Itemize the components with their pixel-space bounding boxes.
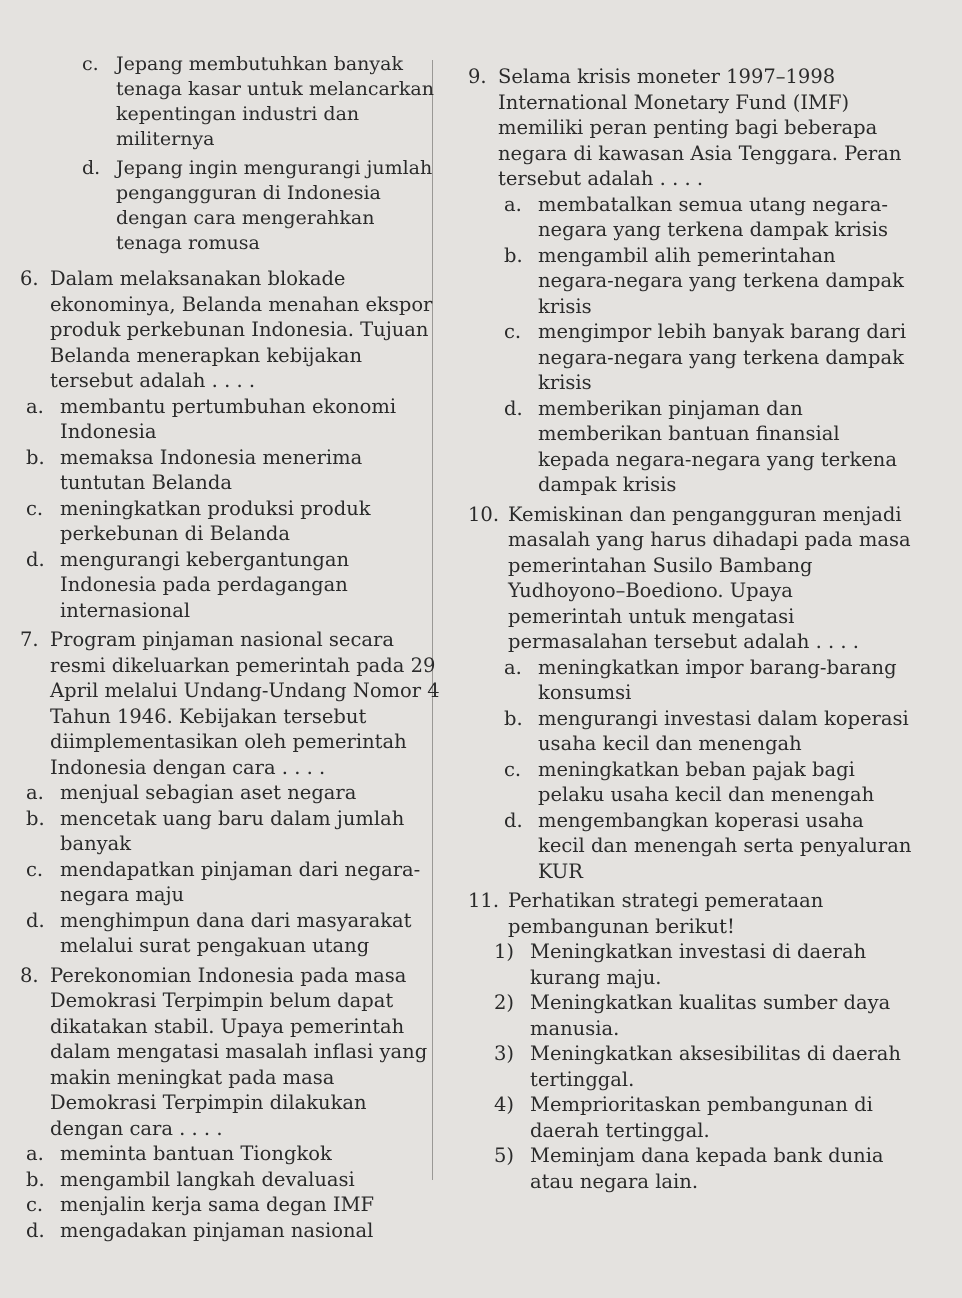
option-c[interactable] — [20, 52, 440, 152]
option-text: mengimpor lebih banyak barang dari negara-negara yang terkena dampak krisis — [538, 320, 907, 394]
option-text: mendapatkan pinjaman dari negara-negara maju — [60, 857, 421, 906]
question-text: Perekonomian Indonesia pada masa Demokrasi Terpimpin belum dapat dikatakan stabil. Upaya pemerintah dalam mengatasi masalah inflasi yang makin meningkat pada masa Demokrasi Terpimpin dilakukan dengan cara . . . . — [50, 963, 428, 1140]
option-d[interactable] — [504, 808, 913, 885]
question-stem — [20, 963, 440, 1142]
statement-text: Meminjam dana kepada bank dunia atau negara lain. — [530, 1144, 884, 1193]
left-column — [20, 52, 440, 1247]
option-letter: c. — [504, 757, 522, 781]
option-text: mencetak uang baru dalam jumlah banyak — [60, 806, 405, 855]
question-text: Perhatikan strategi pemerataan pembangunan berikut! — [508, 889, 824, 938]
option-b[interactable] — [26, 806, 440, 857]
question-6 — [20, 266, 440, 623]
statement-text: Meningkatkan investasi di daerah kurang maju. — [530, 940, 867, 989]
option-a[interactable] — [504, 192, 913, 243]
option-a[interactable] — [504, 655, 913, 706]
option-text: mengurangi kebergantungan Indonesia pada perdagangan internasional — [60, 547, 350, 622]
option-d[interactable] — [26, 1218, 440, 1244]
list-item — [494, 939, 913, 990]
statement-number: 1) — [494, 940, 515, 963]
list-item — [494, 1092, 913, 1143]
option-text: meningkatkan beban pajak bagi pelaku usaha kecil dan menengah — [538, 757, 875, 806]
option-letter: c. — [82, 53, 99, 75]
option-b[interactable] — [504, 706, 913, 757]
answer-options — [468, 655, 913, 885]
question-number: 11. — [468, 889, 500, 912]
option-a[interactable] — [26, 780, 440, 806]
option-letter: d. — [26, 908, 45, 932]
option-letter: c. — [26, 496, 44, 520]
option-c[interactable] — [26, 1192, 440, 1218]
option-letter: b. — [26, 445, 45, 469]
question-text: Program pinjaman nasional secara resmi dikeluarkan pemerintah pada 29 April melalui Undang-Undang Nomor 4 Tahun 1946. Kebijakan tersebut diimplementasikan oleh pemerintah Indonesia dengan cara . . . . — [50, 628, 440, 779]
answer-options — [20, 780, 440, 959]
answer-options — [468, 192, 913, 498]
option-c[interactable] — [504, 319, 913, 396]
option-text: membantu pertumbuhan ekonomi Indonesia — [60, 394, 397, 443]
option-d[interactable] — [26, 908, 440, 959]
option-letter: c. — [504, 320, 522, 343]
option-letter: d. — [82, 157, 101, 179]
option-c[interactable] — [26, 857, 440, 908]
option-text: memberikan pinjaman dan memberikan bantuan finansial kepada negara-negara yang terkena dampak krisis — [538, 396, 897, 496]
option-text: meningkatkan impor barang-barang konsumsi — [538, 655, 897, 704]
option-text: Jepang membutuhkan banyak tenaga kasar untuk melancarkan kepentingan industri dan militernya — [116, 53, 434, 150]
option-b[interactable] — [504, 243, 913, 320]
option-text: membatalkan semua utang negara-negara yang terkena dampak krisis — [538, 192, 889, 241]
question-stem — [20, 627, 440, 780]
list-item — [494, 1041, 913, 1092]
option-text: menjalin kerja sama degan IMF — [60, 1193, 375, 1216]
option-letter: d. — [26, 1218, 45, 1242]
option-d[interactable] — [504, 396, 913, 498]
option-c[interactable] — [26, 496, 440, 547]
question-text: Selama krisis moneter 1997–1998 International Monetary Fund (IMF) memiliki peran penting bagi beberapa negara di kawasan Asia Tenggara. Peran tersebut adalah . . . . — [498, 65, 902, 190]
option-a[interactable] — [26, 1141, 440, 1167]
right-column — [468, 64, 913, 1198]
answer-options — [20, 394, 440, 624]
question-8 — [20, 963, 440, 1244]
option-letter: a. — [504, 192, 522, 216]
answer-options — [20, 1141, 440, 1243]
question-text: Kemiskinan dan pengangguran menjadi masalah yang harus dihadapi pada masa pemerintahan Susilo Bambang Yudhoyono–Boediono. Upaya pemerintah untuk mengatasi permasalahan tersebut adalah . . . . — [508, 502, 911, 653]
option-letter: b. — [26, 1167, 45, 1191]
option-text: mengambil alih pemerintahan negara-negara yang terkena dampak krisis — [538, 243, 904, 318]
option-letter: a. — [26, 781, 44, 804]
option-text: menjual sebagian aset negara — [60, 781, 357, 804]
statement-text: Memprioritaskan pembangunan di daerah tertinggal. — [530, 1093, 873, 1142]
option-letter: a. — [504, 655, 522, 679]
option-letter: b. — [26, 806, 45, 830]
option-text: menghimpun dana dari masyarakat melalui surat pengakuan utang — [60, 908, 412, 957]
option-text: memaksa Indonesia menerima tuntutan Belanda — [60, 445, 363, 494]
question-text: Dalam melaksanakan blokade ekonominya, Belanda menahan ekspor produk perkebunan Indonesia. Tujuan Belanda menerapkan kebijakan tersebut adalah . . . . — [50, 267, 433, 392]
question-10 — [468, 502, 913, 885]
list-item — [494, 1143, 913, 1194]
option-letter: d. — [26, 547, 45, 571]
option-text: mengurangi investasi dalam koperasi usaha kecil dan menengah — [538, 706, 909, 755]
option-letter: d. — [504, 808, 523, 832]
option-letter: b. — [504, 706, 523, 730]
option-a[interactable] — [26, 394, 440, 445]
option-letter: c. — [26, 857, 44, 881]
option-d[interactable] — [20, 156, 440, 256]
question-stem — [468, 888, 913, 939]
question-11 — [468, 888, 913, 1194]
question-number: 10. — [468, 502, 500, 526]
question-number: 6. — [20, 267, 39, 290]
option-text: mengadakan pinjaman nasional — [60, 1218, 374, 1242]
statement-number: 3) — [494, 1042, 515, 1065]
statement-list — [468, 939, 913, 1194]
question-stem — [468, 64, 913, 192]
statement-number: 4) — [494, 1093, 515, 1116]
option-text: meningkatkan produksi produk perkebunan di Belanda — [60, 496, 371, 545]
option-letter: c. — [26, 1193, 44, 1216]
option-text: mengembangkan koperasi usaha kecil dan menengah serta penyaluran KUR — [538, 808, 912, 883]
option-c[interactable] — [504, 757, 913, 808]
statement-number: 2) — [494, 991, 515, 1014]
option-text: meminta bantuan Tiongkok — [60, 1142, 332, 1165]
option-d[interactable] — [26, 547, 440, 624]
statement-text: Meningkatkan kualitas sumber daya manusia. — [530, 991, 891, 1040]
option-letter: a. — [26, 394, 44, 418]
option-b[interactable] — [26, 445, 440, 496]
option-letter: a. — [26, 1142, 44, 1165]
list-item — [494, 990, 913, 1041]
question-5-continued-options — [20, 52, 440, 256]
statement-number: 5) — [494, 1144, 515, 1167]
statement-text: Meningkatkan aksesibilitas di daerah tertinggal. — [530, 1042, 901, 1091]
question-stem — [468, 502, 913, 655]
question-number: 7. — [20, 628, 39, 651]
option-text: Jepang ingin mengurangi jumlah pengangguran di Indonesia dengan cara mengerahkan tenaga romusa — [116, 157, 433, 254]
question-9 — [468, 64, 913, 498]
option-b[interactable] — [26, 1167, 440, 1193]
question-stem — [20, 266, 440, 394]
option-letter: b. — [504, 243, 523, 267]
option-text: mengambil langkah devaluasi — [60, 1167, 355, 1191]
question-number: 8. — [20, 963, 39, 987]
option-letter: d. — [504, 396, 523, 420]
question-7 — [20, 627, 440, 959]
question-number: 9. — [468, 65, 487, 88]
